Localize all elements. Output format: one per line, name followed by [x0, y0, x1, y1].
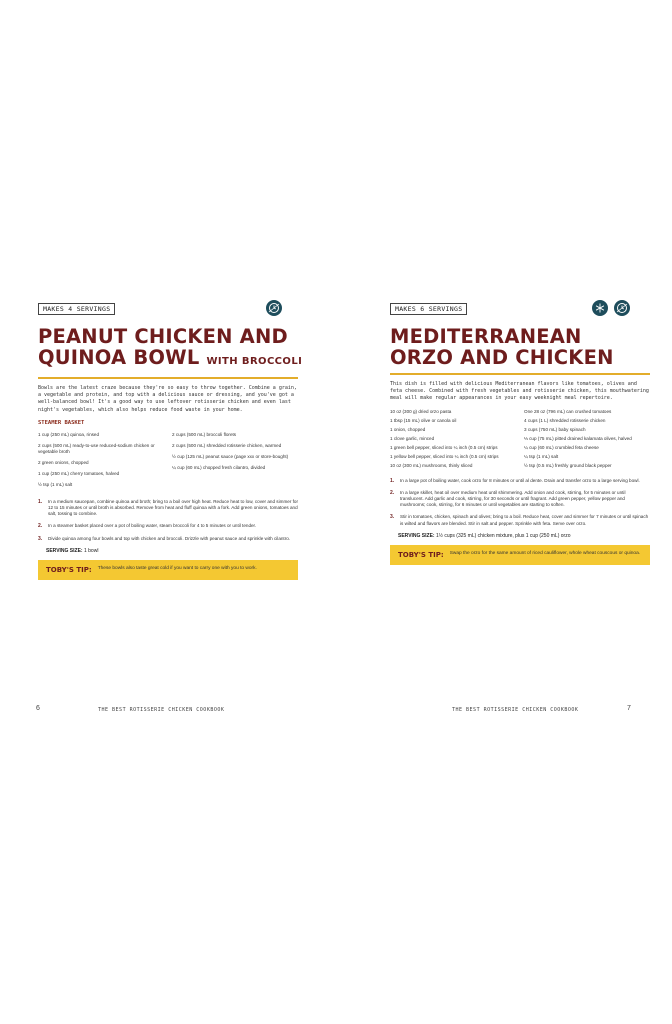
ingredients-grid: [390, 409, 650, 472]
ingredient-item: 3 cups (750 mL) baby spinach: [524, 426, 586, 432]
ingredient-item: ½ tsp (0.5 mL) freshly ground black pepper: [524, 462, 612, 468]
tag-row: [390, 300, 650, 320]
recipe-intro: This dish is filled with delicious Mediterranean flavors like tomatoes, olives and feta cheese. Combined with fresh vegetables and rotisserie chicken, this mouthwatering meal will make regular appearances in your easy weeknight meal repertoire.: [390, 381, 649, 402]
page-number-right: 7: [627, 705, 631, 712]
step-2: [390, 490, 650, 509]
recipe-intro: Bowls are the latest craze because they're so easy to throw together. Combine a grain, a vegetable and protein, and top with a delicious sauce or dressing, and you've got a well-balanced bowl! It's a good way to use leftover rotisserie chicken and even last night's vegetables, which also helps reduce food waste in your home.: [38, 385, 297, 413]
page-number-left: 6: [36, 705, 40, 712]
tag-row: [38, 300, 298, 320]
recipe-title: [390, 326, 650, 368]
step-number: 1.: [38, 498, 43, 505]
serving-size: [398, 533, 650, 539]
servings-tag: MAKES 4 SERVINGS: [38, 303, 115, 315]
ingredient-item: One 28 oz (796 mL) can crushed tomatoes: [524, 408, 612, 414]
step-text: In a large skillet, heat oil over medium heat until shimmering. Add onion and cook, stirring, for 5 minutes or until translucent. Add garlic and cook, stirring, for 30 seconds or until fragrant. Add green pepper, yellow pepper and mushrooms; cook, stirring, for 6 minutes or until vegetables are starting to soften.: [400, 489, 626, 508]
title-line-2: ORZO AND CHICKEN: [390, 346, 614, 369]
step-number: 2.: [38, 523, 43, 530]
clock-icon: [266, 300, 282, 316]
title-rule: [390, 373, 650, 375]
method-steps: [390, 478, 650, 527]
serving-value: 1½ cups (325 mL) chicken mixture, plus 1 cup (250 mL) orzo: [435, 532, 571, 539]
tip-label: TOBY'S TIP:: [46, 565, 92, 574]
ingredients-column-left: [38, 432, 164, 493]
ingredient-item: 2 cups (500 mL) broccoli florets: [172, 431, 237, 437]
ingredient-item: 1 yellow bell pepper, sliced into ¼ inch (0.5 cm) strips: [390, 453, 499, 459]
tip-text: These bowls also taste great cold if you want to carry one with you to work.: [97, 565, 257, 571]
step-3: [390, 514, 650, 526]
ingredients-column-right: [524, 409, 650, 472]
ingredient-item: ¼ cup (60 mL) crumbled feta cheese: [524, 444, 599, 450]
ingredient-item: 10 oz (300 mL) mushrooms, thinly sliced: [390, 462, 473, 468]
title-line-2: QUINOA BOWL: [38, 346, 200, 369]
tip-label: TOBY'S TIP:: [398, 550, 444, 559]
ingredient-item: 1 tbsp (15 mL) olive or canola oil: [390, 417, 457, 423]
step-2: [38, 523, 298, 529]
step-text: In a large pot of boiling water, cook orzo for 8 minutes or until al dente. Drain and transfer orzo to a large serving bowl.: [400, 477, 640, 483]
step-text: In a steamer basket placed over a pot of boiling water, steam broccoli for 4 to 5 minutes or until tender.: [48, 523, 257, 529]
ingredients-grid: [38, 432, 298, 493]
ingredient-item: 1 cup (250 mL) cherry tomatoes, halved: [38, 470, 120, 476]
left-page: [38, 300, 303, 720]
ingredient-item: 10 oz (300 g) dried orzo pasta: [390, 408, 452, 414]
step-1: [38, 499, 298, 518]
ingredient-item: ½ tsp (1 mL) salt: [38, 481, 73, 487]
tip-box: [390, 545, 650, 565]
step-3: [38, 536, 298, 542]
step-number: 3.: [390, 514, 395, 521]
title-line-1: PEANUT CHICKEN AND: [38, 325, 288, 348]
step-text: Divide quinoa among four bowls and top with chicken and broccoli. Drizzle with peanut sauce and sprinkle with cilantro.: [48, 535, 291, 541]
ingredient-item: 1 green bell pepper, sliced into ¼ inch (0.5 cm) strips: [390, 444, 498, 450]
step-number: 2.: [390, 489, 395, 496]
running-footer-left: THE BEST ROTISSERIE CHICKEN COOKBOOK: [98, 707, 225, 713]
step-number: 3.: [38, 535, 43, 542]
method-steps: [38, 499, 298, 542]
ingredient-item: ¼ tsp (1 mL) salt: [524, 453, 559, 459]
step-number: 1.: [390, 477, 395, 484]
ingredient-item: 2 green onions, chopped: [38, 459, 89, 465]
snowflake-icon: [592, 300, 608, 316]
servings-tag: MAKES 6 SERVINGS: [390, 303, 467, 315]
equipment-label: STEAMER BASKET: [38, 419, 85, 426]
ingredient-item: ¼ cup (60 mL) chopped fresh cilantro, divided: [172, 464, 266, 470]
serving-value: 1 bowl: [83, 547, 99, 554]
step-text: Stir in tomatoes, chicken, spinach and olives; bring to a boil. Reduce heat, cover and simmer for 7 minutes or until spinach is wilted and flavors are blended. Stir in salt and pepper. Sprinkle with feta. Serve over orzo.: [400, 514, 649, 526]
step-1: [390, 478, 650, 484]
running-footer-right: THE BEST ROTISSERIE CHICKEN COOKBOOK: [452, 707, 579, 713]
tip-box: [38, 560, 298, 580]
title-suffix: WITH BROCCOLI: [206, 356, 303, 367]
serving-label: SERVING SIZE:: [46, 547, 83, 554]
ingredients-column-right: [172, 432, 298, 493]
serving-size: [46, 548, 298, 554]
ingredient-item: 1 clove garlic, minced: [390, 435, 435, 441]
ingredient-item: 1 cup (250 mL) quinoa, rinsed: [38, 431, 100, 437]
tip-text: Swap the orzo for the same amount of riced cauliflower, whole wheat couscous or quinoa.: [449, 550, 641, 556]
ingredient-item: 1 onion, chopped: [390, 426, 426, 432]
serving-label: SERVING SIZE:: [398, 532, 435, 539]
recipe-title: [38, 325, 303, 372]
title-line-1: MEDITERRANEAN: [390, 325, 582, 348]
ingredient-item: ⅓ cup (75 mL) pitted drained kalamata olives, halved: [524, 435, 632, 441]
step-text: In a medium saucepan, combine quinoa and broth; bring to a boil over high heat. Reduce heat to low, cover and simmer for 12 to 15 minutes or until broth is absorbed. Remove from heat and fluff quinoa with a fork. Add green onions, tomatoes and salt, tossing to combine.: [48, 498, 298, 517]
right-page: [390, 300, 650, 720]
ingredient-item: 2 cups (500 mL) ready-to-use reduced-sodium chicken or vegetable broth: [38, 442, 155, 454]
ingredients-column-left: [390, 409, 516, 472]
ingredient-item: 4 cups (1 L) shredded rotisserie chicken: [524, 417, 606, 423]
ingredient-item: 2 cups (500 mL) shredded rotisserie chicken, warmed: [172, 442, 282, 448]
title-rule: [38, 377, 298, 379]
ingredient-item: ½ cup (125 mL) peanut sauce (page xxx or store-bought): [172, 453, 289, 459]
clock-icon: [614, 300, 630, 316]
